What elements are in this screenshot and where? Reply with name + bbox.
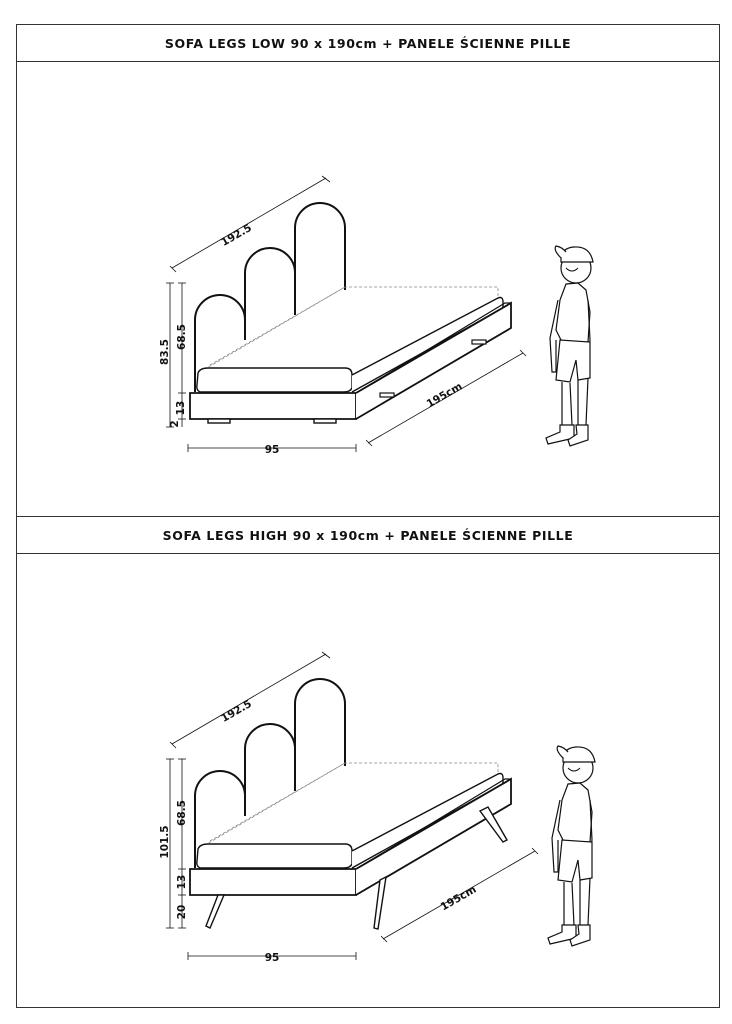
dim-base-a: 13: [176, 874, 188, 890]
dim-total-height: 101.5: [159, 825, 171, 859]
bed-high-drawing: [166, 652, 595, 960]
dim-base-b: 20: [176, 904, 188, 920]
dim-depth: 95: [264, 444, 280, 456]
bed-low-drawing: [166, 176, 593, 452]
dimension-labels-low: [159, 222, 464, 456]
section-title: SOFA LEGS HIGH 90 x 190cm + PANELE ŚCIENNE PILLE: [162, 527, 574, 543]
dim-length: 195cm: [424, 380, 465, 411]
dim-panel-height: 68.5: [176, 324, 188, 350]
dim-width: 192.5: [219, 697, 254, 725]
dim-base-a: 2: [169, 420, 181, 428]
dim-width: 192.5: [219, 221, 254, 249]
dim-total-height: 83.5: [159, 339, 171, 365]
section-title: SOFA LEGS LOW 90 x 190cm + PANELE ŚCIENNE PILLE: [164, 35, 572, 51]
dim-depth: 95: [264, 952, 280, 964]
dim-length: 195cm: [438, 883, 479, 914]
dim-panel-height: 68.5: [176, 800, 188, 826]
dim-base-b: 13: [175, 400, 187, 416]
